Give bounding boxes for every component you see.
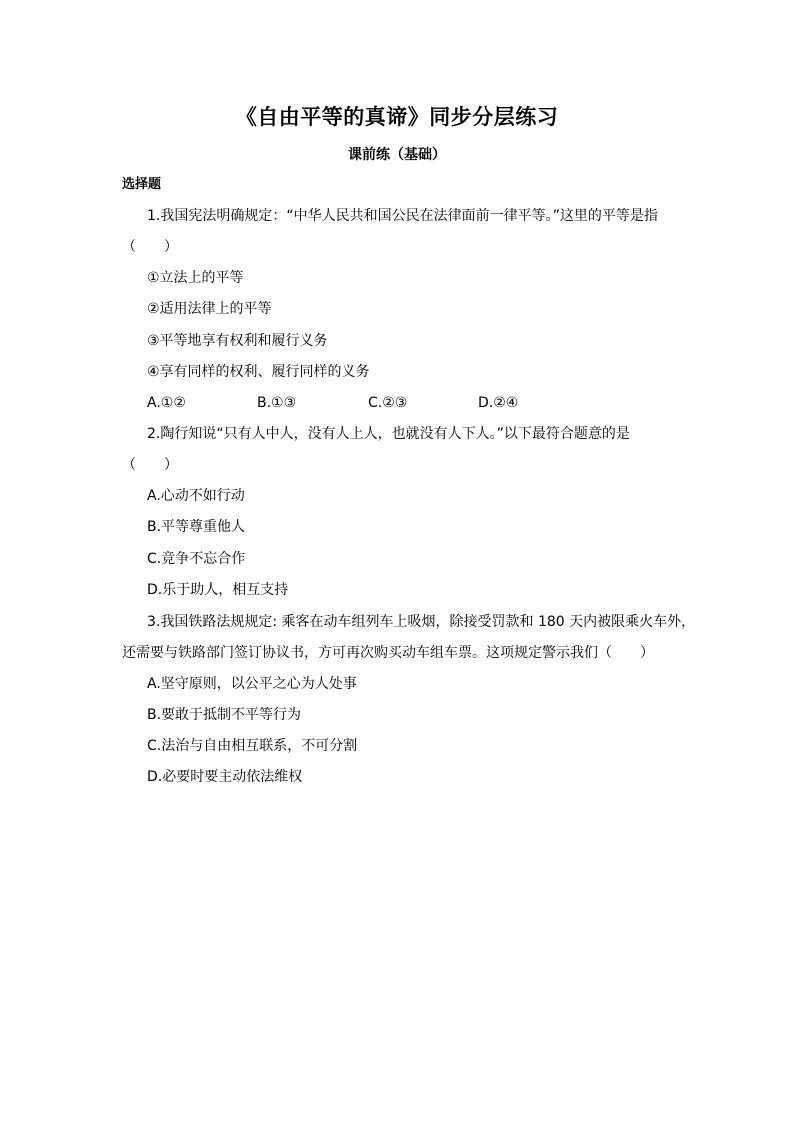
question-1-statement-1: ①立法上的平等 [147,270,244,286]
question-1-stem: 1.我国宪法明确规定：“中华人民共和国公民在法律面前一律平等。”这里的平等是指 [147,208,658,224]
question-3-option-a: A.坚守原则，以公平之心为人处事 [147,676,357,692]
page-title: 《自由平等的真谛》同步分层练习 [235,105,559,129]
page-subtitle: 课前练（基础） [348,147,446,163]
question-1-option-b: B.①③ [257,395,297,411]
question-3-stem-line-2: 还需要与铁路部门签订协议书，方可再次购买动车组车票。这项规定警示我们（ ） [122,645,654,661]
section-label: 选择题 [122,177,162,192]
question-2-option-d: D.乐于助人，相互支持 [147,582,289,598]
question-3-option-d: D.必要时要主动依法维权 [147,769,303,785]
question-1-option-c: C.②③ [368,395,408,411]
question-2-option-a: A.心动不如行动 [147,488,245,504]
question-2-option-c: C.竞争不忘合作 [147,551,246,567]
question-1-answer-blank: （ ） [122,239,178,255]
question-1-statement-3: ③平等地享有权利和履行义务 [147,333,328,349]
question-2-answer-blank: （ ） [122,457,178,473]
question-1-statement-4: ④享有同样的权利、履行同样的义务 [147,364,370,380]
question-3-option-c: C.法治与自由相互联系，不可分割 [147,738,358,754]
question-1-statement-2: ②适用法律上的平等 [147,301,272,317]
question-2-option-b: B.平等尊重他人 [147,519,246,535]
question-2-stem: 2.陶行知说“只有人中人，没有人上人，也就没有人下人。”以下最符合题意的是 [147,426,630,442]
question-3-stem-line-1: 3.我国铁路法规规定: 乘客在动车组列车上吸烟，除接受罚款和 180 天内被限乘火车外， [147,614,696,630]
question-1-option-d: D.②④ [478,395,519,411]
question-1-option-a: A.①② [147,395,186,411]
question-3-option-b: B.要敢于抵制不平等行为 [147,707,302,723]
